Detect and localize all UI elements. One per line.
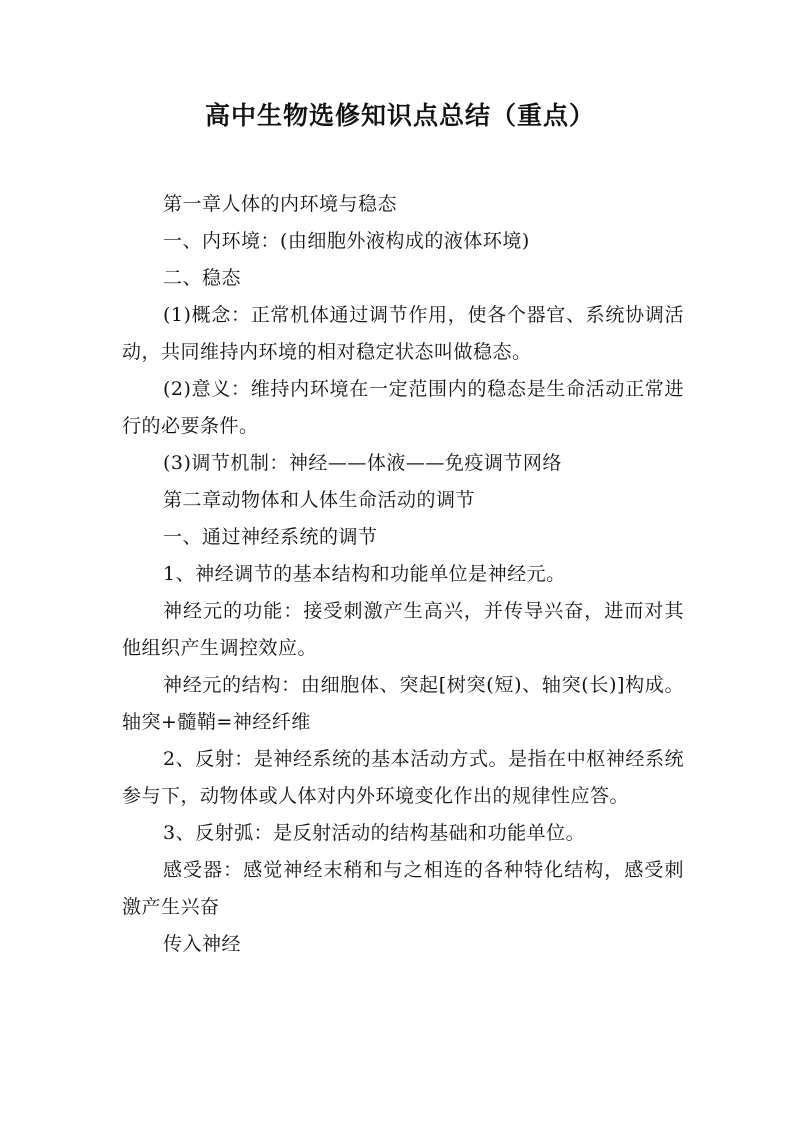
paragraph-afferent-nerve: 传入神经 bbox=[163, 933, 242, 955]
paragraph-reflex-arc: 3、反射弧：是反射活动的结构基础和功能单位。 bbox=[163, 822, 586, 844]
paragraph-nervous-regulation-heading: 一、通过神经系统的调节 bbox=[163, 526, 378, 548]
paragraph-homeostasis-significance: (2)意义：维持内环境在一定范围内的稳态是生命活动正常进行的必要条件。 bbox=[122, 378, 684, 437]
paragraph-neuron-structure: 神经元的结构：由细胞体、突起[树突(短)、轴突(长)]构成。轴突+髓鞘=神经纤维 bbox=[122, 674, 684, 733]
document-body bbox=[122, 186, 684, 963]
paragraph-regulation-mechanism: (3)调节机制：神经——体液——免疫调节网络 bbox=[163, 452, 562, 474]
paragraph-chapter-2-heading: 第二章动物体和人体生命活动的调节 bbox=[163, 489, 476, 511]
paragraph-reflex: 2、反射：是神经系统的基本活动方式。是指在中枢神经系统参与下，动物体或人体对内外环境变化作出的规律性应答。 bbox=[122, 748, 684, 807]
paragraph-internal-environment: 一、内环境：(由细胞外液构成的液体环境) bbox=[163, 230, 530, 252]
paragraph-receptor: 感受器：感觉神经末稍和与之相连的各种特化结构，感受刺激产生兴奋 bbox=[122, 859, 684, 918]
paragraph-homeostasis-concept: (1)概念：正常机体通过调节作用，使各个器官、系统协调活动，共同维持内环境的相对稳定状态叫做稳态。 bbox=[122, 304, 684, 363]
paragraph-neuron-function: 神经元的功能：接受刺激产生高兴，并传导兴奋，进而对其他组织产生调控效应。 bbox=[122, 600, 684, 659]
document-title: 高中生物选修知识点总结（重点） bbox=[204, 101, 595, 130]
paragraph-homeostasis-heading: 二、稳态 bbox=[163, 267, 242, 289]
paragraph-neuron-unit: 1、神经调节的基本结构和功能单位是神经元。 bbox=[163, 563, 566, 585]
paragraph-chapter-1-heading: 第一章人体的内环境与稳态 bbox=[163, 193, 398, 215]
